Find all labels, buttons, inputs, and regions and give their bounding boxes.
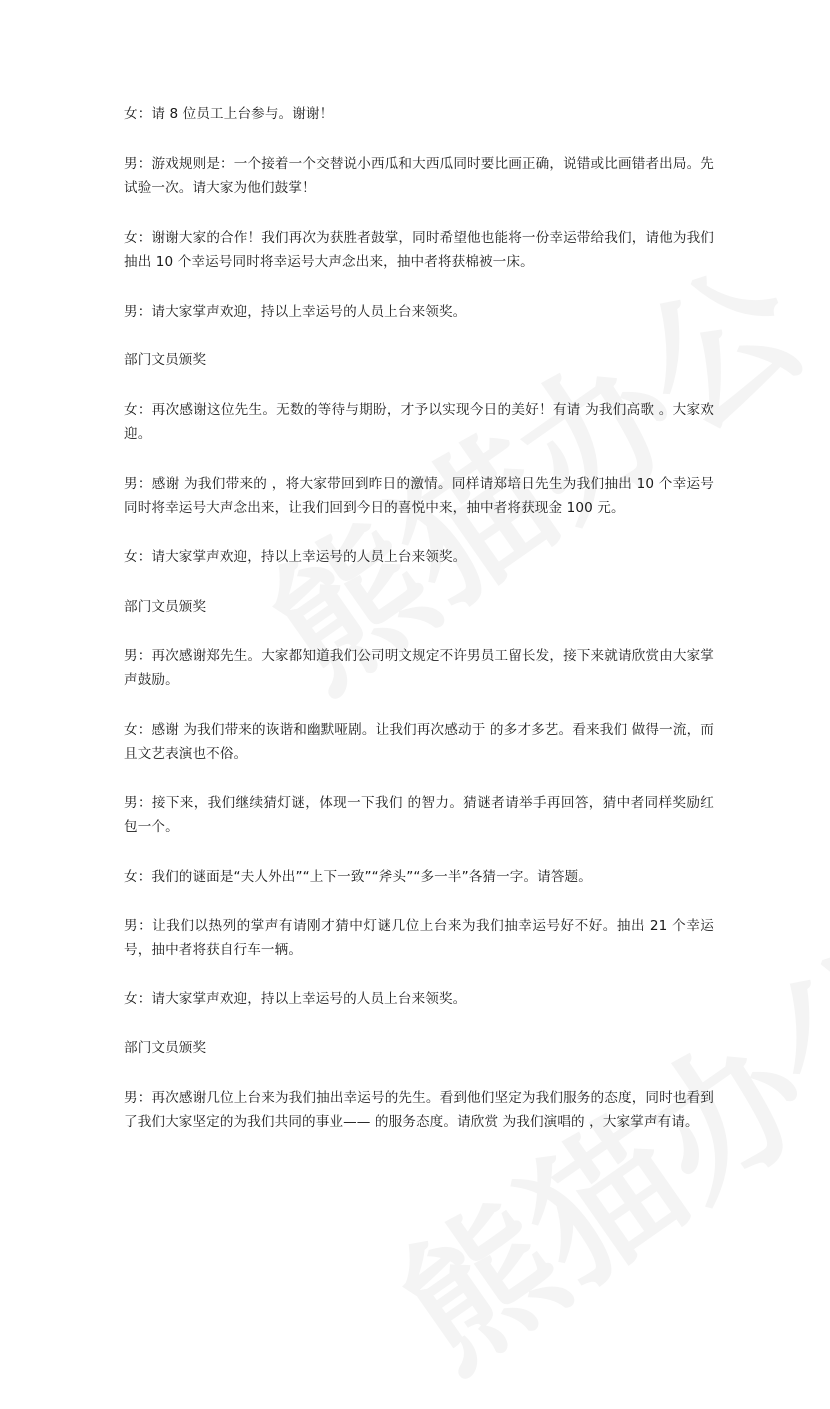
document-body — [124, 102, 714, 1130]
paragraph: 女：请 8 位员工上台参与。谢谢！ — [124, 106, 334, 122]
paragraph: 女：感谢 为我们带来的诙谐和幽默哑剧。让我们再次感动于 的多才多艺。看来我们 做得一流，而且文艺表演也不俗。 — [124, 722, 714, 762]
watermark — [352, 887, 830, 1408]
section-label: 部门文员颁奖 — [124, 1040, 207, 1056]
paragraph: 男：让我们以热列的掌声有请刚才猜中灯谜几位上台来为我们抽幸运号好不好。抽出 21 个幸运号，抽中者将获自行车一辆。 — [124, 918, 714, 958]
paragraph: 男：再次感谢郑先生。大家都知道我们公司明文规定不许男员工留长发，接下来就请欣赏由大家掌声鼓励。 — [124, 648, 714, 688]
paragraph: 男：再次感谢几位上台来为我们抽出幸运号的先生。看到他们坚定为我们服务的态度，同时也看到了我们大家坚定的为我们共同的事业—— 的服务态度。请欣赏 为我们演唱的 ，大家掌声有请。 — [124, 1090, 714, 1130]
section-label: 部门文员颁奖 — [124, 352, 207, 368]
section-label: 部门文员颁奖 — [124, 599, 207, 615]
paragraph: 女：再次感谢这位先生。无数的等待与期盼，才予以实现今日的美好！有请 为我们高歌 。大家欢迎。 — [124, 402, 714, 442]
paragraph: 女：谢谢大家的合作！我们再次为获胜者鼓掌，同时希望他也能将一份幸运带给我们，请他为我们抽出 10 个幸运号同时将幸运号大声念出来，抽中者将获棉被一床。 — [124, 230, 714, 270]
paragraph: 男：请大家掌声欢迎，持以上幸运号的人员上台来领奖。 — [124, 304, 467, 320]
paragraph: 女：我们的谜面是“夫人外出”“上下一致”“斧头”“多一半”各猜一字。请答题。 — [124, 869, 592, 885]
paragraph: 男：游戏规则是：一个接着一个交替说小西瓜和大西瓜同时要比画正确，说错或比画错者出局。先试验一次。请大家为他们鼓掌！ — [124, 156, 714, 196]
paragraph: 女：请大家掌声欢迎，持以上幸运号的人员上台来领奖。 — [124, 991, 467, 1007]
paragraph: 女：请大家掌声欢迎，持以上幸运号的人员上台来领奖。 — [124, 549, 467, 565]
paragraph: 男：感谢 为我们带来的 ，将大家带回到昨日的激情。同样请郑培日先生为我们抽出 10 个幸运号同时将幸运号大声念出来，让我们回到今日的喜悦中来，抽中者将获现金 100 元。 — [124, 476, 714, 516]
paragraph: 男：接下来，我们继续猜灯谜，体现一下我们 的智力。猜谜者请举手再回答，猜中者同样奖励红包一个。 — [124, 795, 714, 835]
